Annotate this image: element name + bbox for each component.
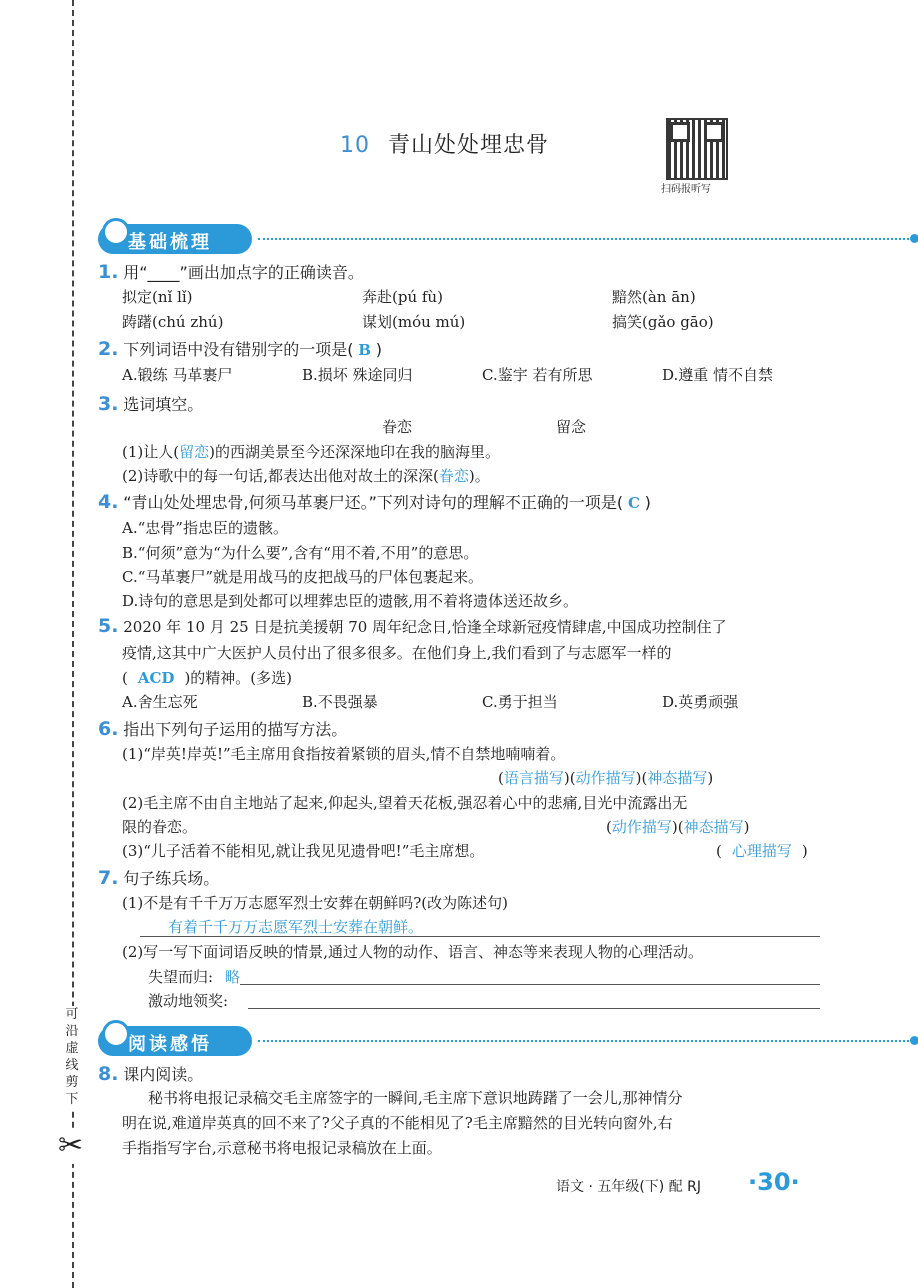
text: (2)诗歌中的每一句话,都表达出他对故土的深深( bbox=[122, 467, 439, 485]
q-number: 4. bbox=[98, 491, 119, 513]
answer-line bbox=[140, 936, 820, 937]
q3 bbox=[98, 392, 203, 415]
q3-s2 bbox=[122, 465, 490, 486]
answer: B bbox=[358, 341, 371, 359]
answer-sentence: 有着千千万万志愿军烈士安葬在朝鲜。 bbox=[168, 918, 424, 936]
q-text: 指出下列句子运用的描写方法。 bbox=[123, 720, 348, 739]
section-dot bbox=[910, 234, 918, 243]
text: (2)写一写下面词语反映的情景,通过人物的动作、语言、神态等来表现人物的心理活动。 bbox=[122, 943, 704, 961]
q5-line3 bbox=[122, 667, 292, 688]
q7-w1 bbox=[148, 966, 240, 987]
pinyin-item: 奔赴(pú fù) bbox=[362, 288, 443, 306]
q-number: 8. bbox=[98, 1063, 119, 1085]
q4 bbox=[98, 490, 651, 513]
footer-subject: 语文 · 五年级(下) 配 RJ bbox=[556, 1179, 702, 1195]
text: (1)“岸英!岸英!”毛主席用食指按着紧锁的眉头,情不自禁地喃喃着。 bbox=[122, 745, 566, 763]
answer: 动作描写 bbox=[575, 769, 636, 787]
pinyin-item: 黯然(àn ān) bbox=[612, 288, 696, 306]
section-dot bbox=[910, 1036, 918, 1045]
option: D.英勇顽强 bbox=[662, 693, 739, 711]
passage-line: 秘书将电报记录稿交毛主席签字的一瞬间,毛主席下意识地踌躇了一会儿,那神情分 bbox=[148, 1089, 683, 1107]
text: (2)毛主席不由自主地站了起来,仰起头,望着天花板,强忍着心中的悲痛,目光中流露出无 bbox=[122, 794, 688, 812]
option: B.不畏强暴 bbox=[302, 693, 378, 711]
q2 bbox=[98, 337, 382, 360]
answer: 动作描写 bbox=[611, 818, 672, 836]
scissors-icon: ✂ bbox=[58, 1128, 84, 1163]
option: D.诗句的意思是到处都可以埋葬忠臣的遗骸,用不着将遗体送还故乡。 bbox=[122, 592, 579, 610]
q1 bbox=[98, 260, 364, 283]
page-title bbox=[340, 128, 549, 159]
option: B.“何须”意为“为什么要”,含有“用不着,不用”的意思。 bbox=[122, 544, 479, 562]
option: B.损坏 殊途同归 bbox=[302, 366, 413, 384]
q-text: 选词填空。 bbox=[123, 395, 204, 414]
answer-line bbox=[248, 1008, 820, 1009]
q-number: 3. bbox=[98, 393, 119, 415]
q-text: 下列词语中没有错别字的一项是( bbox=[123, 340, 354, 359]
answer: 留恋 bbox=[179, 443, 210, 461]
section-title: 阅读感悟 bbox=[128, 1034, 212, 1055]
option: A.锻练 马革裹尸 bbox=[122, 366, 233, 384]
text: )的西湖美景至今还深深地印在我的脑海里。 bbox=[209, 443, 500, 461]
qr-code-icon[interactable] bbox=[666, 118, 728, 180]
pinyin-item: 踌躇(chú zhú) bbox=[122, 313, 224, 331]
option: A.“忠骨”指忠臣的遗骸。 bbox=[122, 519, 288, 537]
side-note: 可沿虚线剪下 bbox=[60, 1006, 84, 1108]
q7 bbox=[98, 866, 219, 889]
q6 bbox=[98, 717, 347, 740]
text: 激动地领奖: bbox=[148, 992, 229, 1010]
text: 疫情,这其中广大医护人员付出了很多很多。在他们身上,我们看到了与志愿军一样的 bbox=[122, 644, 672, 662]
page-number-value: 30 bbox=[757, 1168, 791, 1196]
q-text: ) bbox=[644, 493, 651, 512]
answer: 神态描写 bbox=[647, 769, 708, 787]
q-text: 课内阅读。 bbox=[123, 1065, 204, 1084]
text: 限的眷恋。 bbox=[122, 818, 198, 836]
passage-line: 明在说,难道岸英真的回不来了?父子真的不能相见了?毛主席黯然的目光转向窗外,右 bbox=[122, 1114, 673, 1132]
answer: 略 bbox=[225, 968, 241, 986]
text: 2020 年 10 月 25 日是抗美援朝 70 周年纪念日,恰逢全球新冠疫情肆虐,中国成功控制住了 bbox=[123, 618, 727, 636]
clock-icon bbox=[102, 1020, 130, 1048]
page-number: ·30· bbox=[748, 1168, 800, 1196]
answer: ACD bbox=[137, 669, 175, 687]
lesson-title: 青山处处埋忠骨 bbox=[388, 133, 550, 158]
section-divider bbox=[258, 238, 913, 240]
pinyin-item: 谋划(móu mú) bbox=[362, 313, 466, 331]
text: (1)让人( bbox=[122, 443, 180, 461]
q3-s1 bbox=[122, 441, 500, 462]
text: )的精神。(多选) bbox=[184, 669, 293, 687]
pinyin-item: 拟定(nǐ lǐ) bbox=[122, 288, 193, 306]
clock-icon bbox=[102, 218, 130, 246]
lesson-number: 10 bbox=[340, 133, 370, 158]
q5-line1 bbox=[98, 615, 727, 637]
option: A.舍生忘死 bbox=[122, 693, 198, 711]
text: 失望而归: bbox=[148, 968, 214, 986]
answer: C bbox=[627, 494, 640, 512]
qr-label: 扫码报听写 bbox=[661, 184, 711, 195]
option: C.勇于担当 bbox=[482, 693, 558, 711]
text: ( bbox=[122, 669, 128, 687]
q-number: 6. bbox=[98, 718, 119, 740]
q-text: 用“____”画出加点字的正确读音。 bbox=[123, 263, 364, 282]
q-text: “青山处处埋忠骨,何须马革裹尸还。”下列对诗句的理解不正确的一项是( bbox=[123, 493, 624, 512]
q6-s2-answers: (动作描写)(神态描写) bbox=[606, 818, 750, 836]
q-number: 5. bbox=[98, 615, 119, 637]
q6-s1-answers: (语言描写)(动作描写)(神态描写) bbox=[498, 769, 714, 787]
pinyin-item: 搞笑(gǎo gāo) bbox=[612, 313, 714, 331]
answer: 语言描写 bbox=[503, 769, 564, 787]
q-text: 句子练兵场。 bbox=[123, 869, 220, 888]
q-text: ) bbox=[375, 340, 382, 359]
answer: 眷恋 bbox=[438, 467, 469, 485]
answer: 心理描写 bbox=[731, 842, 792, 860]
option: C.“马革裹尸”就是用战马的皮把战马的尸体包裹起来。 bbox=[122, 568, 484, 586]
word-choice: 眷恋 bbox=[382, 418, 413, 436]
q6-s3-answers: ( 心理描写 ) bbox=[716, 842, 808, 860]
answer: 神态描写 bbox=[683, 818, 744, 836]
q8 bbox=[98, 1062, 203, 1085]
q-number: 1. bbox=[98, 261, 119, 283]
word-choice: 留念 bbox=[556, 418, 587, 436]
section-divider bbox=[258, 1040, 913, 1042]
text: )。 bbox=[468, 467, 490, 485]
answer-line bbox=[240, 984, 820, 985]
text: (3)“儿子活着不能相见,就让我见见遗骨吧!”毛主席想。 bbox=[122, 842, 485, 860]
passage-line: 手指指写字台,示意秘书将电报记录稿放在上面。 bbox=[122, 1139, 442, 1157]
q-number: 7. bbox=[98, 867, 119, 889]
option: D.遵重 情不自禁 bbox=[662, 366, 774, 384]
text: (1)不是有千千万万志愿军烈士安葬在朝鲜吗?(改为陈述句) bbox=[122, 894, 508, 912]
q-number: 2. bbox=[98, 338, 119, 360]
section-title: 基础梳理 bbox=[128, 232, 212, 253]
option: C.鉴宇 若有所思 bbox=[482, 366, 593, 384]
